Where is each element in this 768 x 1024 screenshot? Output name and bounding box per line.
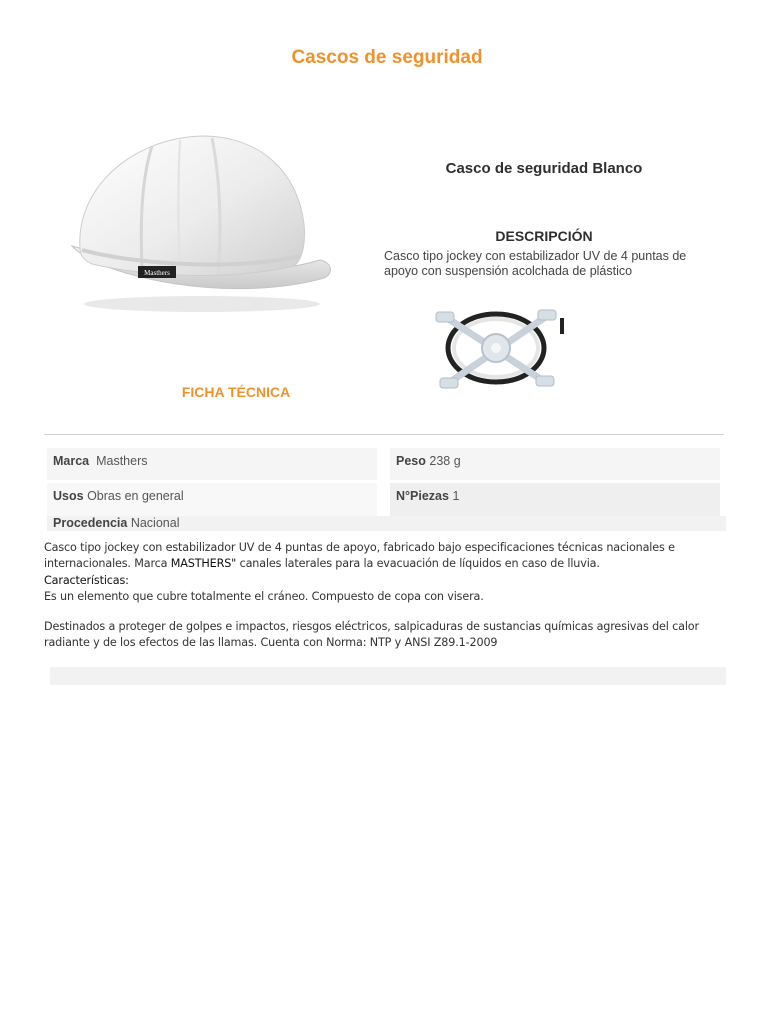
details-text	[44, 540, 734, 652]
spec-value: Masthers	[96, 454, 148, 468]
product-name: Casco de seguridad Blanco	[445, 160, 643, 177]
features-heading: Características:	[44, 573, 129, 587]
purpose-line: Destinados a proteger de golpes e impactos, riesgos eléctricos, salpicaduras de sustancias químicas agresivas del calor	[44, 620, 699, 634]
purpose-line: radiante y de los efectos de las llamas. Cuenta con Norma: NTP y ANSI Z89.1-2009	[44, 636, 498, 650]
spec-usos	[47, 483, 377, 516]
suspension-image	[428, 304, 568, 396]
spec-marca	[47, 448, 377, 480]
detail-line: Casco tipo jockey con estabilizador UV de 4 puntas de apoyo, fabricado bajo especificaciones técnicas nacionales e	[44, 541, 675, 554]
spec-value: Obras en general	[87, 489, 184, 503]
helmet-image	[62, 128, 338, 318]
detail-line	[44, 556, 734, 572]
spec-piezas	[390, 483, 720, 516]
spec-procedencia	[47, 516, 726, 531]
spec-label: Procedencia	[53, 516, 128, 530]
spec-label: Marca	[53, 454, 90, 468]
features-text: Es un elemento que cubre totalmente el cráneo. Compuesto de copa con visera.	[44, 589, 484, 603]
spec-label: Peso	[396, 454, 426, 468]
spec-label: N°Piezas	[396, 489, 449, 503]
spec-value: Nacional	[130, 516, 180, 530]
divider	[44, 434, 724, 435]
detail-text: internacionales. Marca	[44, 557, 171, 571]
spec-value: 1	[452, 489, 460, 503]
description-text: Casco tipo jockey con estabilizador UV de 4 puntas de apoyo con suspensión acolchada de plástico	[384, 249, 687, 278]
bottom-bar	[50, 667, 726, 685]
spec-peso	[390, 448, 720, 480]
description-heading: DESCRIPCIÓN	[495, 228, 593, 244]
detail-text: canales laterales para la evacuación de líquidos en caso de lluvia.	[236, 557, 600, 571]
page-title: Cascos de seguridad	[291, 47, 483, 68]
svg-text:Masthers: Masthers	[144, 269, 170, 277]
brand-name: MASTHERS"	[170, 557, 237, 571]
spec-label: Usos	[53, 489, 84, 503]
ficha-tecnica-heading: FICHA TÉCNICA	[181, 384, 291, 400]
spec-value: 238 g	[429, 454, 461, 468]
